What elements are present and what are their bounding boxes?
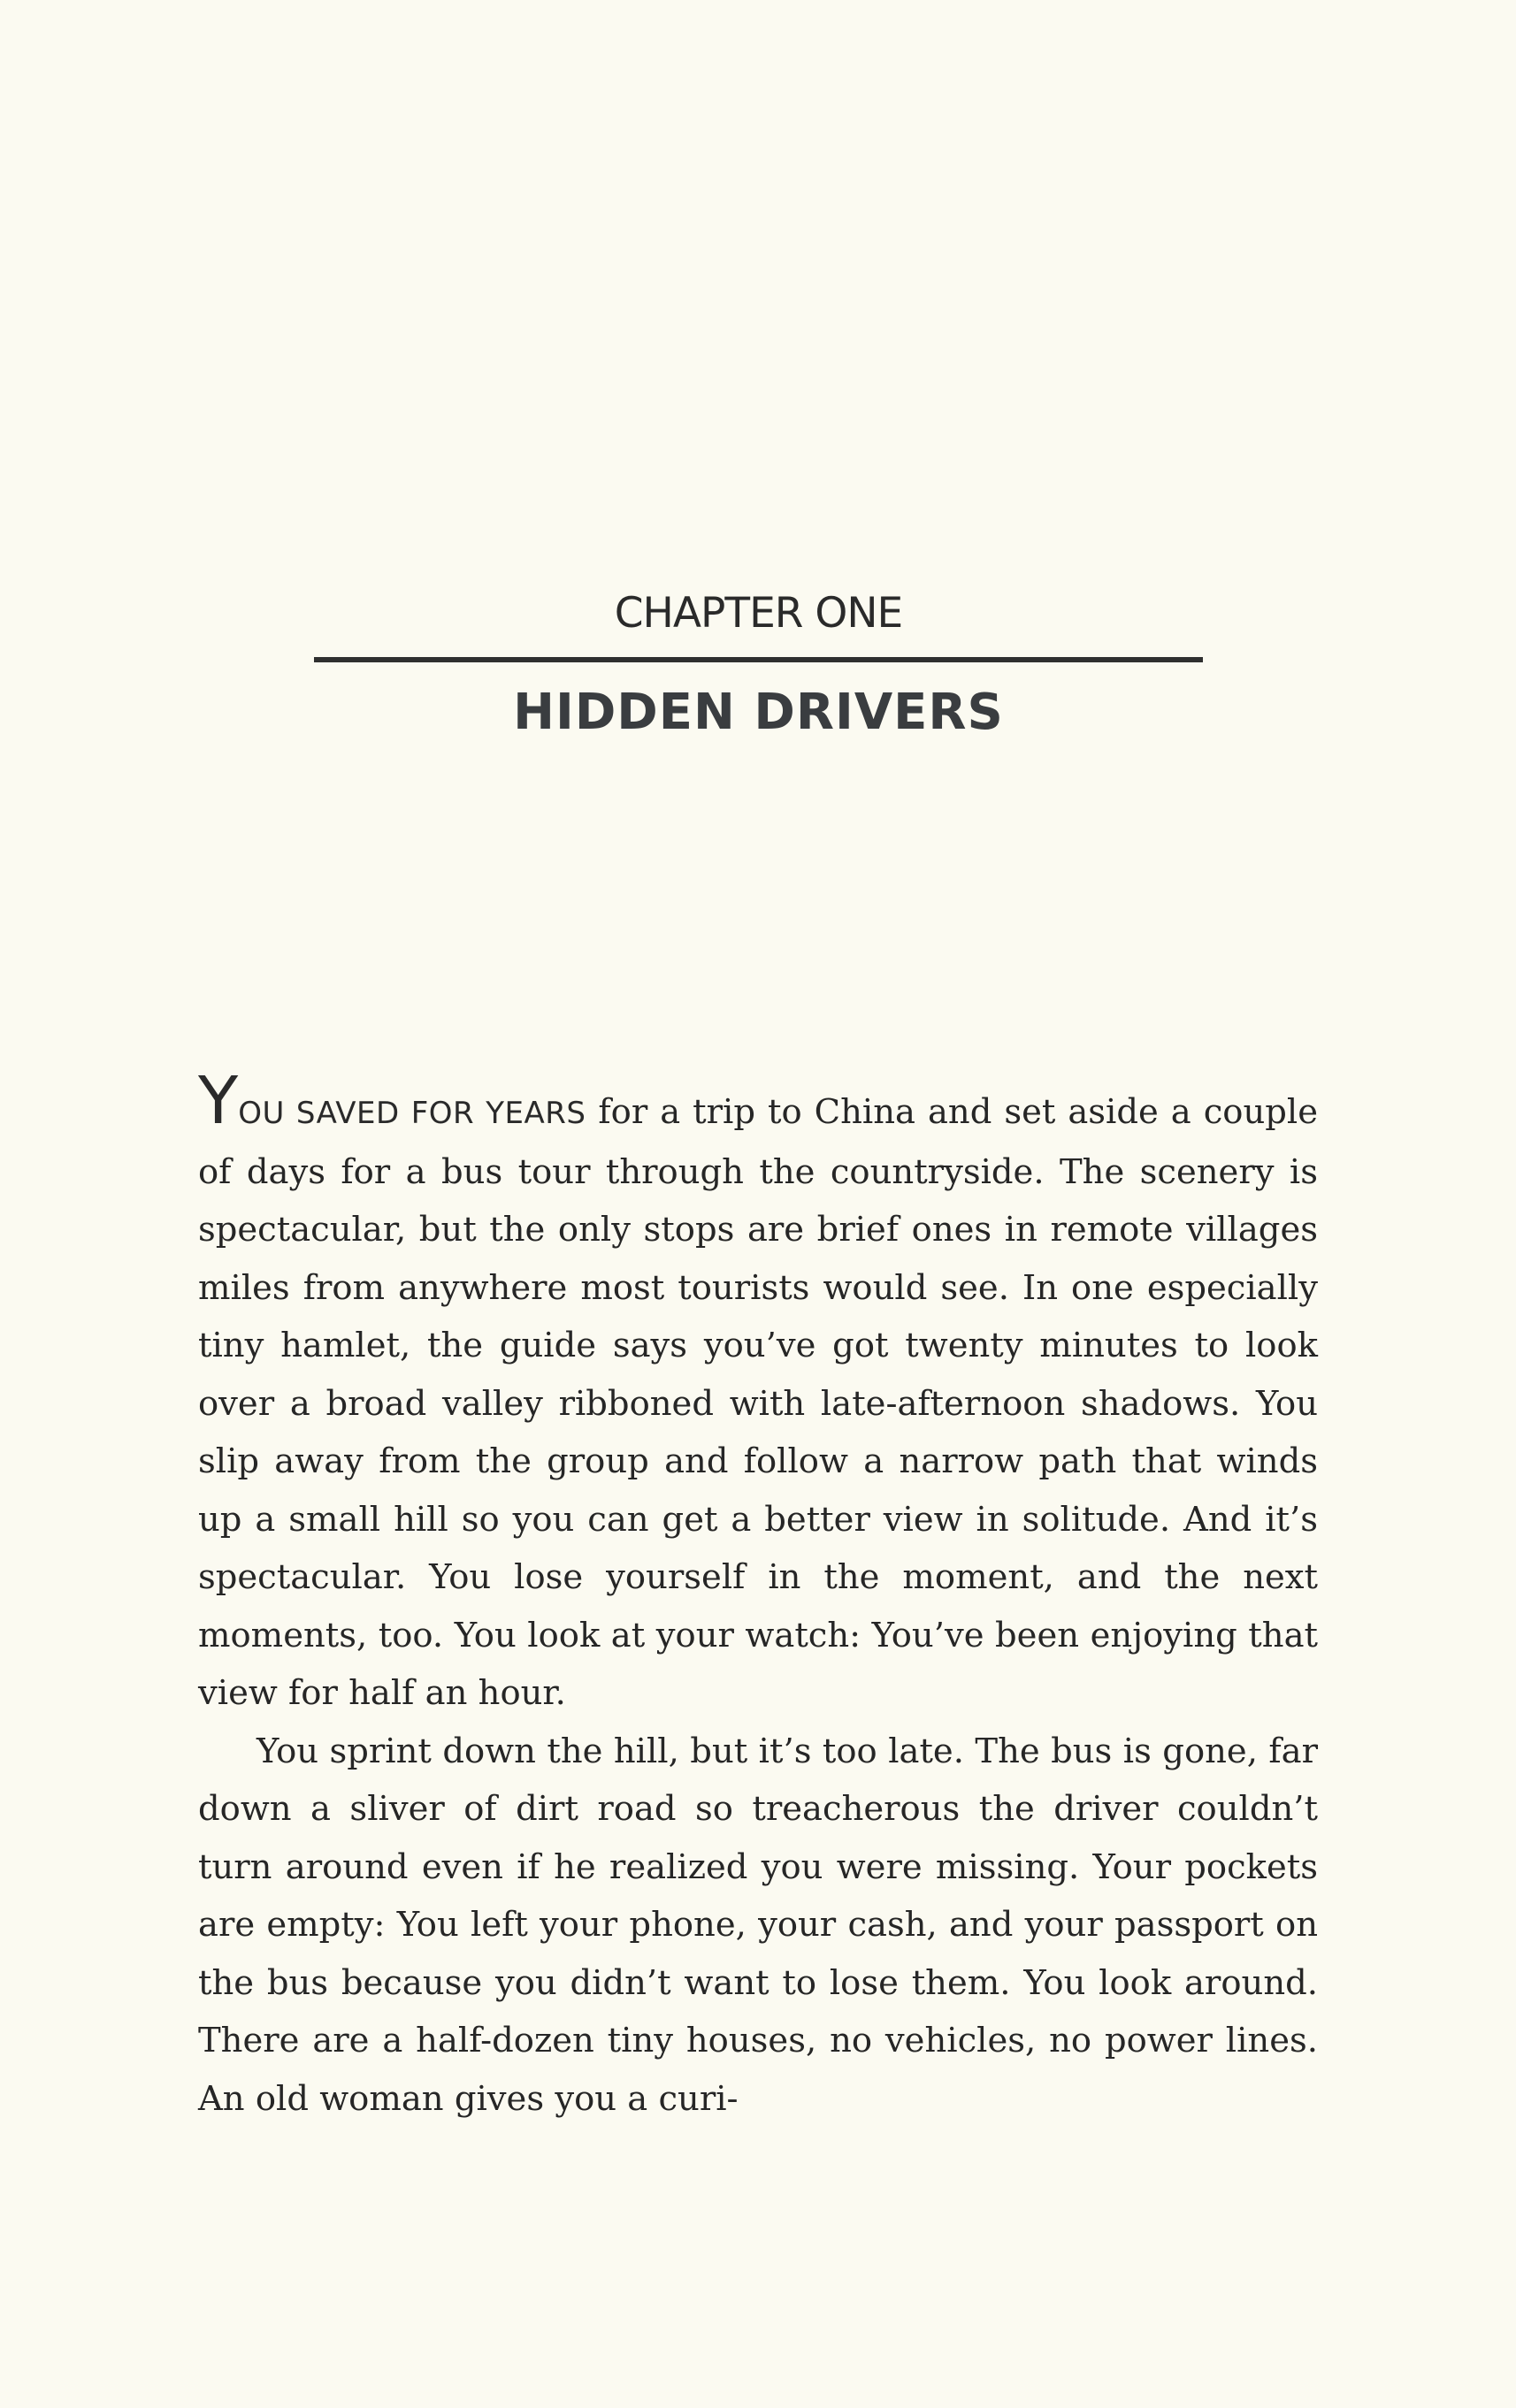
paragraph-2: You sprint down the hill, but it’s too late. The bus is gone, far down a sliver of dirt road so treacherous the driver couldn’t turn around even if he realized you were missing. Your pockets are empty: You left your phone, your cash, and your passport on the bus because you didn’t want to lose them. You look around. There are a half-dozen tiny houses, no vehicles, no power lines. An old woman gives you a curi- [198, 1731, 1318, 2119]
paragraph-1 [198, 1063, 1319, 1723]
lead-in-caps: OU SAVED FOR YEARS [238, 1096, 586, 1131]
chapter-number: CHAPTER ONE [614, 589, 903, 638]
chapter-title: HIDDEN DRIVERS [513, 684, 1004, 741]
paragraph-1-text: for a trip to China and set aside a couple of days for a bus tour through the countryside. The scenery is spectacular, but the only stops are brief ones in remote villages miles from anywhere most tourists would see. In one especially tiny hamlet, the guide says you’ve got twenty minutes to look over a broad valley ribboned with late-afternoon shadows. You slip away from the group and follow a narrow path that winds up a small hill so you can get a better view in solitude. And it’s spectacular. You lose yourself in the moment, and the next moments, too. You look at your watch: You’ve been enjoying that view for half an hour. [198, 1092, 1319, 1713]
chapter-body-text [198, 1063, 1319, 2128]
drop-initial: Y [198, 1063, 239, 1139]
chapter-divider-rule [314, 657, 1203, 662]
